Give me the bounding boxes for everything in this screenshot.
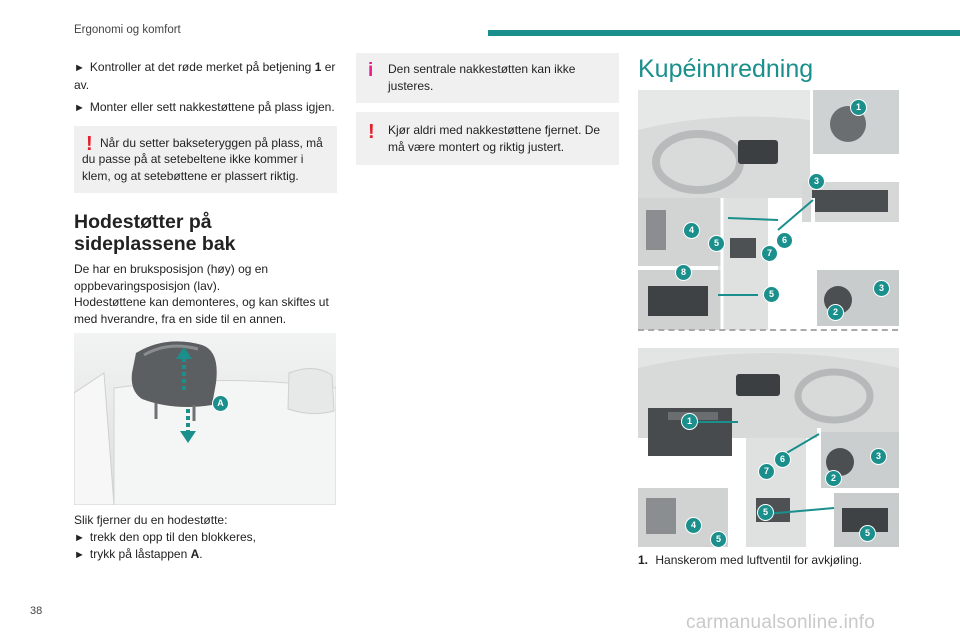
page-number: 38 [30, 605, 43, 617]
column-left-lower [74, 512, 337, 564]
figure-divider [638, 329, 898, 331]
section-heading: Hodestøtter på sideplassene bak [74, 211, 236, 255]
latch-reference: A [190, 547, 200, 561]
remove-step-press [74, 546, 337, 564]
arrow-icon: ► [74, 102, 85, 114]
callout-badge: 3 [809, 174, 824, 189]
callout-badge: 1 [851, 100, 866, 115]
remove-step-pull [74, 529, 337, 547]
callout-badge: 2 [828, 305, 843, 320]
interior-illustration-bottom [638, 338, 899, 547]
info-note [356, 53, 619, 103]
callout-badge: 5 [758, 505, 773, 520]
callout-badge: 6 [775, 452, 790, 467]
callout-badge: 5 [860, 526, 875, 541]
arrow-icon: ► [74, 62, 85, 74]
site-watermark: carmanualsonline.info [686, 612, 876, 633]
step-text: trykk på låstappen [89, 547, 191, 561]
headrest-drawing [74, 333, 336, 505]
callout-badge: 4 [684, 223, 699, 238]
step-refit-headrests [74, 99, 337, 117]
warning-note [74, 126, 337, 194]
page-title: Kupéinnredning [638, 55, 814, 83]
caption-text: Hanskerom med luftventil for avkjøling. [655, 553, 863, 567]
arrow-icon: ► [74, 531, 85, 544]
remove-intro: Slik fjerner du en hodestøtte: [74, 513, 228, 527]
interior-illustration-top [638, 90, 899, 330]
warning-icon: ! [368, 121, 375, 143]
warning-text: Når du setter bakseteryggen på plass, må du passe på at setebeltene ikke kommer i klem, og at setebøttene er plassert riktig. [82, 135, 323, 183]
paragraph-removable: Hodestøttene kan demonteres, og kan skiftes ut med hverandre, fra en side til en annen. [74, 295, 329, 326]
callout-badge: 7 [759, 464, 774, 479]
headrest-illustration [74, 333, 336, 505]
callout-badge: 5 [764, 287, 779, 302]
column-middle [356, 53, 619, 165]
step-check-red-mark [74, 59, 337, 93]
warning-icon: ! [86, 132, 93, 155]
callout-badge: 5 [711, 532, 726, 547]
arrow-icon: ► [74, 549, 85, 561]
paragraph-positions: De har en bruksposisjon (høy) og en oppbevaringsposisjon (lav). [74, 262, 269, 293]
warning-text: Kjør aldri med nakkestøttene fjernet. De må være montert og riktig justert. [388, 123, 601, 154]
control-reference: 1 [314, 60, 322, 74]
header-accent-bar [488, 30, 960, 36]
column-left [74, 59, 337, 333]
label-a: A [213, 396, 228, 411]
callout-badge: 1 [682, 414, 697, 429]
step-text-end: er av. [74, 60, 336, 92]
step-text-end: . [199, 547, 203, 561]
warning-note-2 [356, 112, 619, 165]
callout-badge: 5 [709, 236, 724, 251]
callout-badge: 3 [874, 281, 889, 296]
step-text: Kontroller at det røde merket på betjening [89, 60, 315, 74]
callout-badge: 8 [676, 265, 691, 280]
running-header: Ergonomi og komfort [74, 24, 181, 36]
step-text: Monter eller sett nakkestøttene på plass igjen. [89, 100, 335, 114]
step-text: trekk den opp til den blokkeres, [89, 529, 256, 544]
info-icon: i [368, 60, 374, 81]
caption-number: 1. [638, 553, 649, 567]
callout-badge: 3 [871, 449, 886, 464]
callout-badge: 4 [686, 518, 701, 533]
callout-badge: 2 [826, 471, 841, 486]
callout-badge: 6 [777, 233, 792, 248]
callout-badge: 7 [762, 246, 777, 261]
figure-caption [638, 553, 862, 567]
info-text: Den sentrale nakkestøtten kan ikke justeres. [388, 62, 576, 93]
